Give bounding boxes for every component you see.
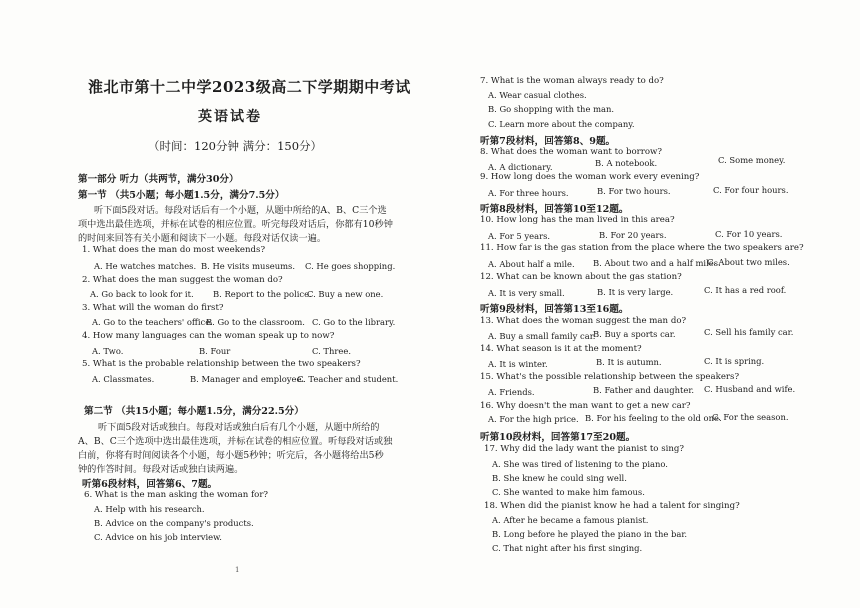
question-14: 14. What season is it at the moment? bbox=[480, 344, 642, 354]
question-1: 1. What does the man do most weekends? bbox=[82, 245, 266, 255]
page-number: 1 bbox=[235, 566, 240, 574]
option-5c: C. Teacher and student. bbox=[297, 374, 399, 384]
option-1a: A. He watches matches. bbox=[94, 261, 197, 271]
question-17: 17. Why did the lady want the pianist to sing? bbox=[484, 444, 685, 454]
option-9c: C. For four hours. bbox=[713, 185, 789, 195]
question-6: 6. What is the man asking the woman for? bbox=[84, 490, 269, 500]
option-15b: B. Father and daughter. bbox=[593, 385, 695, 395]
option-13c: C. Sell his family car. bbox=[704, 327, 794, 337]
section2-title: 第二节 （共15小题；每小题1.5分，满分22.5分） bbox=[84, 406, 304, 417]
question-9: 9. How long does the woman work every evening? bbox=[480, 172, 700, 182]
question-2: 2. What does the man suggest the woman do? bbox=[82, 275, 283, 285]
option-2a: A. Go back to look for it. bbox=[90, 289, 194, 299]
question-15: 15. What's the possible relationship between the speakers? bbox=[480, 372, 740, 382]
material-6-heading: 听第6段材料，回答第6、7题。 bbox=[82, 479, 218, 490]
option-3c: C. Go to the library. bbox=[312, 317, 396, 327]
question-8: 8. What does the woman want to borrow? bbox=[480, 147, 662, 157]
section2-instructions-line: 听下面5段对话或独白。每段对话或独白后有几个小题，从题中所给的 bbox=[98, 422, 380, 433]
option-18c: C. That night after his first singing. bbox=[492, 543, 643, 553]
option-7c: C. Learn more about the company. bbox=[488, 119, 635, 129]
option-8b: B. A notebook. bbox=[595, 158, 658, 168]
section1-instructions-line: 项中选出最佳选项，并标在试卷的相应位置。听完每段对话后，你都有10秒钟 bbox=[78, 219, 393, 230]
option-17a: A. She was tired of listening to the piano. bbox=[492, 459, 668, 469]
question-16: 16. Why doesn't the man want to get a new car? bbox=[480, 401, 691, 411]
option-5a: A. Classmates. bbox=[92, 374, 155, 384]
section2-instructions-line: 白前，你将有时间阅读各个小题，每小题5秒钟；听完后，各小题将给出5秒 bbox=[78, 450, 384, 461]
option-3a: A. Go to the teachers' office. bbox=[92, 317, 213, 327]
question-3: 3. What will the woman do first? bbox=[82, 303, 224, 313]
option-2c: C. Buy a new one. bbox=[307, 289, 384, 299]
question-11: 11. How far is the gas station from the place where the two speakers are? bbox=[480, 243, 804, 253]
option-14c: C. It is spring. bbox=[704, 356, 765, 366]
section1-title: 第一节 （共5小题；每小题1.5分，满分7.5分） bbox=[78, 190, 285, 201]
option-17c: C. She wanted to make him famous. bbox=[492, 487, 645, 497]
option-10c: C. For 10 years. bbox=[715, 229, 783, 239]
option-3b: B. Go to the classroom. bbox=[206, 317, 305, 327]
option-10a: A. For 5 years. bbox=[488, 231, 551, 241]
part1-title: 第一部分 听力（共两节，满分30分） bbox=[78, 174, 239, 185]
option-15a: A. Friends. bbox=[488, 387, 535, 397]
option-1b: B. He visits museums. bbox=[201, 261, 295, 271]
material-10-heading: 听第10段材料，回答第17至20题。 bbox=[480, 432, 636, 443]
option-9a: A. For three hours. bbox=[488, 188, 569, 198]
question-7: 7. What is the woman always ready to do? bbox=[480, 76, 664, 86]
option-4a: A. Two. bbox=[92, 346, 124, 356]
section1-instructions-line: 听下面5段对话。每段对话后有一个小题，从题中所给的A、B、C三个选 bbox=[94, 205, 387, 216]
question-5: 5. What is the probable relationship between the two speakers? bbox=[82, 359, 361, 369]
option-16a: A. For the high price. bbox=[488, 414, 579, 424]
option-10b: B. For 20 years. bbox=[599, 230, 667, 240]
option-6a: A. Help with his research. bbox=[94, 504, 205, 514]
option-8a: A. A dictionary. bbox=[488, 162, 553, 172]
option-4b: B. Four bbox=[199, 346, 231, 356]
option-5b: B. Manager and employee. bbox=[190, 374, 305, 384]
exam-subtitle: 英语试卷 bbox=[198, 109, 262, 125]
option-13b: B. Buy a sports car. bbox=[593, 329, 676, 339]
option-9b: B. For two hours. bbox=[597, 186, 671, 196]
exam-meta: （时间：120分钟 满分：150分） bbox=[148, 139, 323, 153]
question-13: 13. What does the woman suggest the man do? bbox=[480, 316, 687, 326]
option-16b: B. For his feeling to the old one. bbox=[585, 413, 722, 423]
option-16c: C. For the season. bbox=[712, 412, 789, 422]
material-9-heading: 听第9段材料，回答第13至16题。 bbox=[480, 304, 629, 315]
section2-instructions-line: 钟的作答时间。每段对话或独白读两遍。 bbox=[78, 464, 244, 475]
option-6c: C. Advice on his job interview. bbox=[94, 532, 222, 542]
option-11a: A. About half a mile. bbox=[488, 259, 575, 269]
option-11b: B. About two and a half miles. bbox=[593, 258, 721, 268]
option-7a: A. Wear casual clothes. bbox=[488, 90, 587, 100]
section2-instructions-line: A、B、C三个选项中选出最佳选项，并标在试卷的相应位置。听每段对话或独 bbox=[78, 436, 393, 447]
option-17b: B. She knew he could sing well. bbox=[492, 473, 627, 483]
option-7b: B. Go shopping with the man. bbox=[488, 104, 615, 114]
option-2b: B. Report to the police. bbox=[213, 289, 312, 299]
option-11c: C. About two miles. bbox=[707, 257, 790, 267]
option-12c: C. It has a red roof. bbox=[704, 285, 787, 295]
option-4c: C. Three. bbox=[312, 346, 351, 356]
option-18b: B. Long before he played the piano in the bar. bbox=[492, 529, 688, 539]
option-14a: A. It is winter. bbox=[488, 359, 548, 369]
exam-title: 淮北市第十二中学2023级高二下学期期中考试 bbox=[88, 78, 411, 96]
question-18: 18. When did the pianist know he had a talent for singing? bbox=[484, 501, 740, 511]
option-14b: B. It is autumn. bbox=[596, 357, 662, 367]
section1-instructions-line: 的时间来回答有关小题和阅读下一小题。每段对话仅读一遍。 bbox=[78, 233, 327, 244]
option-1c: C. He goes shopping. bbox=[305, 261, 396, 271]
question-12: 12. What can be known about the gas station? bbox=[480, 272, 682, 282]
option-13a: A. Buy a small family car. bbox=[488, 331, 596, 341]
option-15c: C. Husband and wife. bbox=[704, 384, 796, 394]
option-18a: A. After he became a famous pianist. bbox=[492, 515, 649, 525]
option-12a: A. It is very small. bbox=[488, 288, 565, 298]
question-4: 4. How many languages can the woman speak up to now? bbox=[82, 331, 335, 341]
option-6b: B. Advice on the company's products. bbox=[94, 518, 254, 528]
material-8-heading: 听第8段材料，回答第10至12题。 bbox=[480, 204, 629, 215]
question-10: 10. How long has the man lived in this area? bbox=[480, 215, 675, 225]
option-12b: B. It is very large. bbox=[597, 287, 674, 297]
option-8c: C. Some money. bbox=[718, 155, 786, 165]
material-7-heading: 听第7段材料，回答第8、9题。 bbox=[480, 136, 616, 147]
